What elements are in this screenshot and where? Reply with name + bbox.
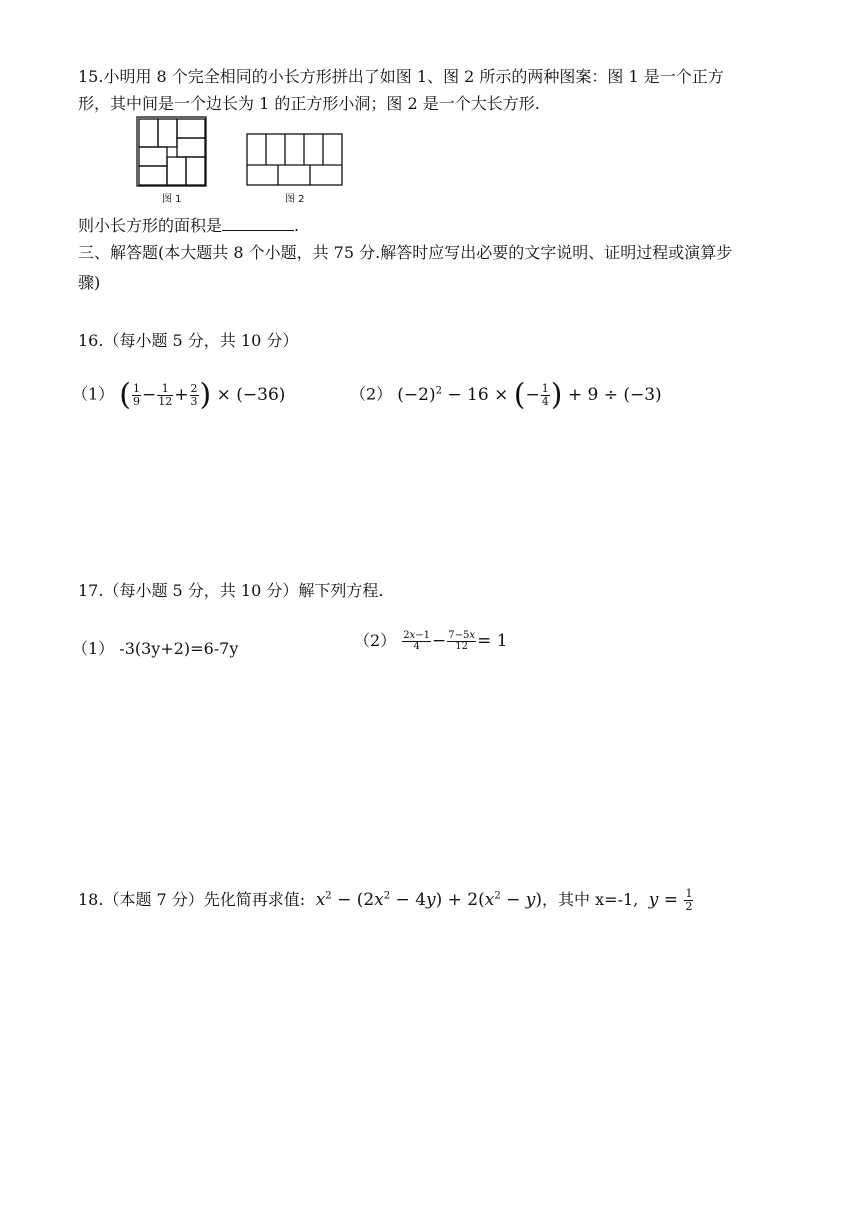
q18-where: ，其中 [542, 890, 591, 909]
q17-header: 17.（每小题 5 分，共 10 分）解下列方程. [78, 581, 384, 600]
q16-part2-label: （2） [350, 384, 393, 404]
q17-part1 [72, 636, 238, 659]
figure-1-square-pattern [136, 116, 208, 188]
q15-question [78, 213, 299, 236]
q15-question-text: 则小长方形的面积是 [78, 216, 223, 235]
q16-part1-label: （1） [72, 384, 115, 404]
q16-part1-expression: ( $\frac{1}{9}$ − $\frac{1}{12}$ + $\frac{2}{3}$ ) × (−36) [119, 377, 286, 412]
q17-part1-label: （1） [72, 639, 115, 658]
q15-question-suffix: . [294, 216, 300, 235]
q18 [78, 887, 694, 913]
figure-2-label: 图 2 [285, 194, 305, 205]
q18-expression: $x^2 - (2x^2 - 4y) + 2(x^2 - y)$ [315, 890, 543, 910]
q16-part2 [350, 377, 662, 412]
q17-part2 [354, 628, 508, 653]
q17-part2-label: （2） [354, 631, 397, 650]
q16-part2-expression: $(-2)^2 - 16$ × (− $\frac{1}{4}$ ) + 9 ÷ (−3) [397, 377, 662, 412]
figure-1-label: 图 1 [162, 194, 182, 205]
figure-2-rectangle-pattern [246, 133, 344, 187]
q16-header: 16.（每小题 5 分，共 10 分） [78, 331, 299, 350]
section3-line2: 骤) [78, 273, 101, 292]
section3-line1: 三、解答题(本大题共 8 个小题，共 75 分.解答时应写出必要的文字说明、证明过程或演算步 [78, 243, 733, 262]
q15-line1: 15.小明用 8 个完全相同的小长方形拼出了如图 1、图 2 所示的两种图案：图 1 是一个正方 [78, 67, 724, 86]
q18-y-value: y = $\frac{1}{2}$ [648, 887, 693, 913]
q18-header: 18.（本题 7 分）先化简再求值: [78, 890, 306, 909]
q18-x-value: x=-1, [595, 890, 639, 909]
q15-line2: 形，其中间是一个边长为 1 的正方形小洞；图 2 是一个大长方形. [78, 94, 540, 113]
q16-part1 [72, 377, 286, 412]
answer-blank [222, 216, 294, 231]
q17-part1-equation: -3(3y+2)=6-7y [119, 639, 239, 658]
q17-part2-equation: $\frac{2x-1}{4}$ − $\frac{7-5x}{12}$ = 1 [403, 629, 508, 652]
